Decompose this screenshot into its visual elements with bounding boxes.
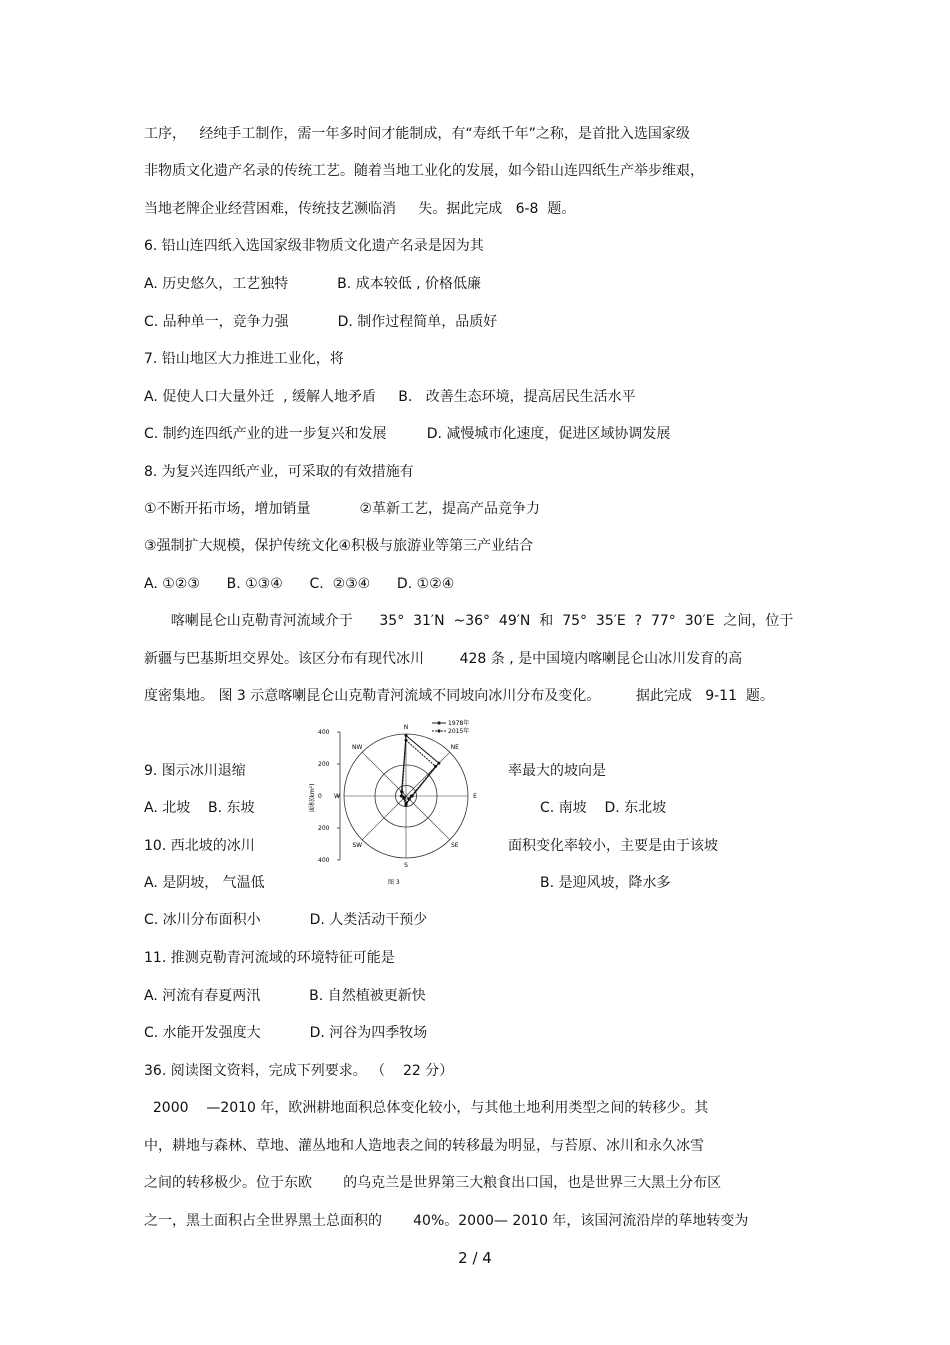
series-point xyxy=(405,802,408,805)
direction-label-e: E xyxy=(473,793,477,800)
direction-label-se: SE xyxy=(450,841,459,849)
y-tick-label: 200 xyxy=(318,825,330,832)
legend xyxy=(432,719,469,735)
legend-2015: 2015年 xyxy=(448,728,470,735)
series-point xyxy=(434,765,437,768)
text-line: 喀喇昆仑山克勒青河流域介于 35° 31′N ~36° 49′N 和 75° 35′E ? 77° 30′E 之间，位于 xyxy=(144,613,794,629)
text-line: C. 品种单一，竞争力强 D. 制作过程简单，品质好 xyxy=(144,314,498,330)
spoke xyxy=(362,796,406,840)
direction-label-s: S xyxy=(404,862,408,869)
direction-label-sw: SW xyxy=(352,841,363,849)
text-line: A. 河流有春夏两汛 B. 自然植被更新快 xyxy=(144,988,426,1004)
question-9-options-c: C. 南坡 D. 东北坡 xyxy=(540,800,667,816)
series-point xyxy=(407,797,410,800)
y-tick-label: 400 xyxy=(318,729,330,736)
figure-caption: 图 3 xyxy=(388,879,400,886)
text-line: A. 历史悠久，工艺独特 B. 成本较低 , 价格低廉 xyxy=(144,276,482,292)
text-line: 之间的转移极少。位于东欧 的乌克兰是世界第三大粮食出口国，也是世界三大黑土分布区 xyxy=(144,1175,722,1191)
question-9: 9. 图示冰川退缩 xyxy=(144,763,246,779)
spoke xyxy=(362,752,406,796)
series-point xyxy=(405,734,408,737)
question-10-option-a: A. 是阴坡， 气温低 xyxy=(144,875,265,891)
text-line: 中，耕地与森林、草地、灌丛地和人造地表之间的转移最为明显，与苔原、冰川和永久冰雪 xyxy=(144,1138,704,1154)
text-line: 度密集地。 图 3 示意喀喇昆仑山克勒青河流域不同坡向冰川分布及变化。 据此完成 9-11 题。 xyxy=(144,688,774,704)
y-axis-label: 面积(km²) xyxy=(309,783,316,812)
spoke xyxy=(406,752,450,796)
direction-label-w: W xyxy=(334,793,340,800)
question-10-cont: 面积变化率较小，主要是由于该坡 xyxy=(508,838,718,854)
question-9-cont: 率最大的坡向是 xyxy=(508,763,606,779)
text-line: 8. 为复兴连四纸产业，可采取的有效措施有 xyxy=(144,464,414,480)
text-line: A. 促使人口大量外迁 , 缓解人地矛盾 B. 改善生态环境，提高居民生活水平 xyxy=(144,389,636,405)
text-line: 工序， 经纯手工制作，需一年多时间才能制成，有“寿纸千年”之称，是首批入选国家级 xyxy=(144,126,690,142)
figure-3 xyxy=(300,718,500,888)
text-line: 6. 铅山连四纸入选国家级非物质文化遗产名录是因为其 xyxy=(144,238,484,254)
direction-label-nw: NW xyxy=(351,744,363,752)
text-line: ③强制扩大规模，保护传统文化④积极与旅游业等第三产业结合 xyxy=(144,538,534,554)
text-line: ①不断开拓市场，增加销量 ②革新工艺，提高产品竞争力 xyxy=(144,501,541,517)
question-10: 10. 西北坡的冰川 xyxy=(144,838,255,854)
y-tick-label: 400 xyxy=(318,857,330,864)
series-point xyxy=(437,762,440,765)
direction-label-ne: NE xyxy=(450,744,459,752)
text-line: C. 水能开发强度大 D. 河谷为四季牧场 xyxy=(144,1025,428,1041)
radar-grid xyxy=(318,729,468,864)
text-line: 新疆与巴基斯坦交界处。该区分布有现代冰川 428 条 , 是中国境内喀喇昆仑山冰川发育的高 xyxy=(144,651,743,667)
text-line: C. 制约连四纸产业的进一步复兴和发展 D. 减慢城市化速度，促进区域协调发展 xyxy=(144,426,671,442)
direction-label-n: N xyxy=(403,724,409,731)
y-tick-label: 200 xyxy=(318,761,330,768)
text-line: A. ①②③ B. ①③④ C. ②③④ D. ①②④ xyxy=(144,576,455,592)
text-line: 36. 阅读图文资料，完成下列要求。 （ 22 分） xyxy=(144,1063,454,1079)
series-point xyxy=(401,791,404,794)
question-9-options-a: A. 北坡 B. 东坡 xyxy=(144,800,255,816)
page-number: 2 / 4 xyxy=(458,1249,492,1267)
series-point xyxy=(405,739,408,742)
spoke xyxy=(406,796,450,840)
question-10-option-b: B. 是迎风坡，降水多 xyxy=(540,875,671,891)
text-line: 非物质文化遗产名录的传统工艺。随着当地工业化的发展，如今铅山连四纸生产举步维艰， xyxy=(144,163,704,179)
series-line xyxy=(402,740,435,804)
y-tick-label: 0 xyxy=(318,793,322,800)
series-point xyxy=(410,795,413,798)
radar-chart xyxy=(300,718,500,888)
text-line: 当地老牌企业经营困难，传统技艺濒临消 失。据此完成 6-8 题。 xyxy=(144,201,576,217)
text-line: 2000 —2010 年，欧洲耕地面积总体变化较小，与其他土地利用类型之间的转移少。其 xyxy=(144,1100,709,1116)
series-point xyxy=(401,795,404,798)
text-line: C. 冰川分布面积小 D. 人类活动干预少 xyxy=(144,912,428,928)
text-line: 7. 铅山地区大力推进工业化，将 xyxy=(144,351,344,367)
text-line: 11. 推测克勒青河流域的环境特征可能是 xyxy=(144,950,395,966)
legend-1978: 1978年 xyxy=(448,720,470,727)
text-line: 之一，黑土面积占全世界黑土总面积的 40%。2000— 2010 年，该国河流沿岸的荜地转变为 xyxy=(144,1213,749,1229)
